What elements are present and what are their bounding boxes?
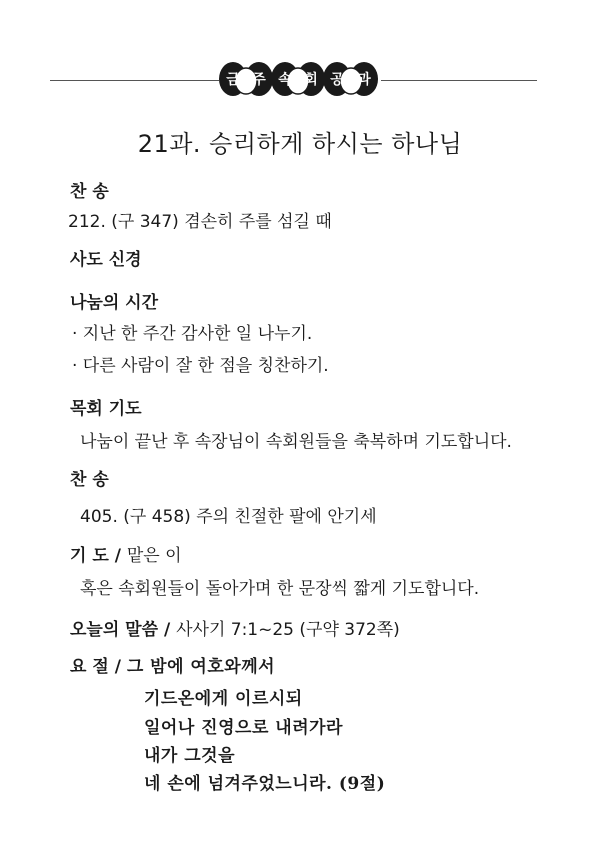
todays-word-separator: / (163, 620, 171, 640)
prayer-label: 기 도 (70, 546, 109, 566)
sharing-label: 나눔의 시간 (70, 293, 159, 313)
todays-word-heading (70, 615, 400, 640)
key-verse-heading (70, 652, 275, 677)
sharing-item-2: · 다른 사람이 잘 한 점을 칭찬하기. (72, 356, 329, 376)
key-verse-separator: / (114, 657, 121, 677)
badge-char-6: 과 (357, 72, 371, 88)
prayer-separator: / (114, 546, 121, 566)
pastoral-prayer-label: 목회 기도 (70, 399, 142, 419)
pastoral-prayer-text: 나눔이 끝난 후 속장님이 속회원들을 축복하며 기도합니다. (80, 432, 512, 452)
badge-char-3: 속 (278, 72, 292, 88)
badge-char-5: 공 (330, 72, 344, 88)
prayer-text: 혹은 속회원들이 돌아가며 한 문장씩 짧게 기도합니다. (80, 579, 480, 599)
section-badge (219, 54, 381, 104)
hymn1-label: 찬 송 (70, 182, 109, 202)
key-verse-line-2: 기드온에게 이르시되 (144, 689, 303, 709)
key-verse-line-1: 그 밤에 여호와께서 (126, 657, 276, 677)
creed-label: 사도 신경 (70, 250, 142, 270)
todays-word-text: 사사기 7:1~25 (구약 372쪽) (176, 620, 400, 640)
hymn2-text: 405. (구 458) 주의 친절한 팔에 안기세 (80, 507, 377, 527)
hymn1-text: 212. (구 347) 겸손히 주를 섬길 때 (68, 212, 332, 232)
key-verse-line-4: 내가 그것을 (144, 746, 236, 766)
badge-char-4: 회 (304, 72, 318, 88)
hymn2-label: 찬 송 (70, 470, 109, 490)
prayer-heading (70, 541, 182, 566)
sharing-item-1: · 지난 한 주간 감사한 일 나누기. (72, 324, 313, 344)
lesson-title: 21과. 승리하게 하시는 하나님 (137, 130, 463, 158)
badge-char-2: 주 (252, 72, 266, 88)
prayer-note: 맡은 이 (126, 546, 182, 566)
key-verse-label: 요 절 (70, 657, 109, 677)
todays-word-label: 오늘의 말씀 (70, 620, 159, 640)
key-verse-line-5: 네 손에 넘겨주었느니라. (9절) (144, 774, 386, 794)
badge-char-1: 금 (226, 72, 240, 88)
key-verse-line-3: 일어나 진영으로 내려가라 (144, 718, 343, 738)
